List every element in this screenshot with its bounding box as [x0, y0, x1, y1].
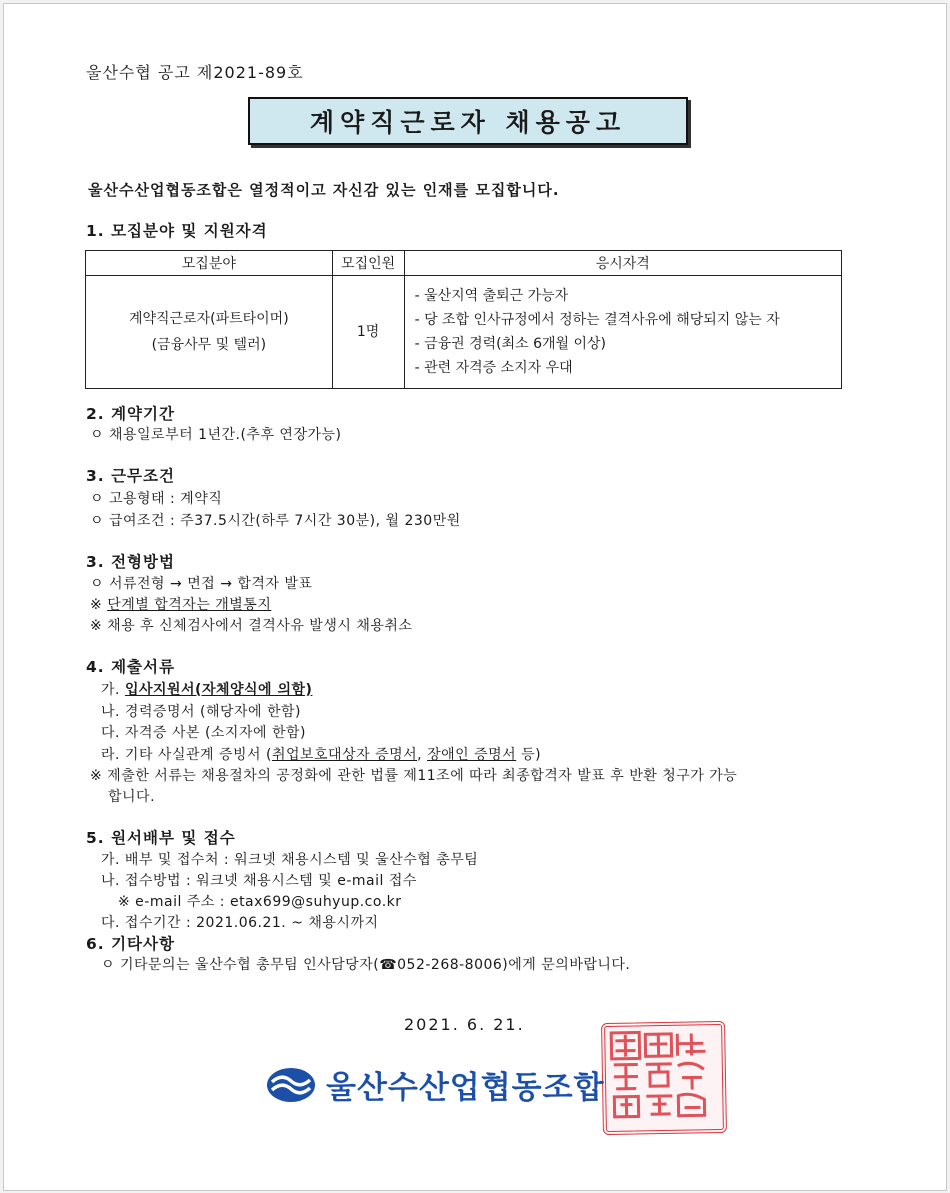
list-item: 가. 배부 및 접수처 : 워크넷 채용시스템 및 울산수협 총무팀 — [101, 852, 479, 868]
list-item: ㅇ 채용일로부터 1년간.(추후 연장가능) — [90, 427, 342, 443]
section2-heading: 2. 계약기간 — [86, 405, 175, 423]
section6-heading: 5. 원서배부 및 접수 — [86, 829, 236, 847]
notice-number: 울산수협 공고 제2021-89호 — [86, 63, 304, 82]
field-line: (금융사무 및 텔러) — [151, 337, 267, 353]
qualification-item: - 울산지역 출퇴근 가능자 — [414, 288, 569, 304]
document-page — [3, 3, 947, 1191]
list-item — [101, 679, 312, 699]
list-item: ㅇ 서류전형 → 면접 → 합격자 발표 — [90, 576, 313, 592]
list-item: ㅇ 급여조건 : 주37.5시간(하루 7시간 30분), 월 230만원 — [90, 513, 461, 529]
field-cell — [86, 276, 333, 389]
list-item — [101, 744, 541, 764]
note-mark: ※ — [90, 597, 108, 613]
page-title: 계약직근로자 채용공고 — [309, 108, 627, 137]
qualification-cell — [404, 276, 841, 389]
requirements-table — [85, 250, 842, 389]
count-cell: 1명 — [332, 276, 404, 389]
section4-heading: 3. 전형방법 — [86, 553, 175, 571]
list-item: ※ 채용 후 신체검사에서 결격사유 발생시 채용취소 — [90, 618, 413, 634]
table-header-row — [86, 251, 842, 276]
list-item — [90, 594, 271, 614]
seal-glyphs-icon — [605, 1025, 715, 1123]
section5-heading: 4. 제출서류 — [86, 658, 175, 676]
email-line: ※ e-mail 주소 : etax699@suhyup.co.kr — [118, 894, 402, 910]
section1-heading: 1. 모집분야 및 지원자격 — [86, 222, 268, 240]
note-line: ※ 제출한 서류는 채용절차의 공정화에 관한 법률 제11조에 따라 최종합격자 발표 후 반환 청구가 가능 — [90, 768, 738, 784]
item-prefix: 가. — [101, 682, 125, 698]
table-row — [86, 276, 842, 389]
table-header: 모집분야 — [86, 251, 333, 276]
underlined-text: 단계별 합격자는 개별통지 — [107, 597, 272, 613]
separator: , — [417, 747, 428, 763]
issue-date: 2021. 6. 21. — [404, 1015, 525, 1034]
item-suffix: 등) — [516, 747, 542, 763]
intro-text: 울산수산업협동조합은 열정적이고 자신감 있는 인재를 모집합니다. — [88, 181, 560, 199]
section7-heading: 6. 기타사항 — [86, 935, 175, 953]
org-logo — [266, 1062, 605, 1107]
table-header: 응시자격 — [404, 251, 841, 276]
suhyup-logo-icon — [266, 1067, 316, 1103]
qualification-item: - 당 조합 인사규정에서 정하는 결격사유에 해당되지 않는 자 — [414, 312, 780, 328]
org-name: 울산수산업협동조합 — [326, 1070, 605, 1106]
section3-heading: 3. 근무조건 — [86, 467, 175, 485]
qualification-item: - 금융권 경력(최소 6개월 이상) — [414, 336, 607, 352]
list-item: 나. 경력증명서 (해당자에 한함) — [101, 704, 302, 720]
list-item: 다. 접수기간 : 2021.06.21. ~ 채용시까지 — [101, 915, 379, 931]
item-prefix: 라. 기타 사실관계 증빙서 ( — [101, 747, 272, 763]
note-line: 합니다. — [108, 789, 156, 805]
list-item: ㅇ 기타문의는 울산수협 총무팀 인사담당자(☎052-268-8006)에게 문의바랍니다. — [101, 957, 631, 973]
underlined-text: 장애인 증명서 — [427, 747, 517, 763]
underlined-text: 입사지원서(자체양식에 의함) — [124, 682, 313, 698]
qualification-item: - 관련 자격증 소지자 우대 — [414, 360, 573, 376]
table-header: 모집인원 — [332, 251, 404, 276]
field-line: 계약직근로자(파트타이머) — [128, 311, 289, 327]
underlined-text: 취업보호대상자 증명서 — [271, 747, 418, 763]
list-item: 나. 접수방법 : 워크넷 채용시스템 및 e-mail 접수 — [101, 873, 417, 889]
official-seal — [601, 1021, 727, 1135]
list-item: 다. 자격증 사본 (소지자에 한함) — [101, 725, 306, 741]
list-item: ㅇ 고용형태 : 계약직 — [90, 491, 223, 507]
title-box — [248, 97, 688, 145]
